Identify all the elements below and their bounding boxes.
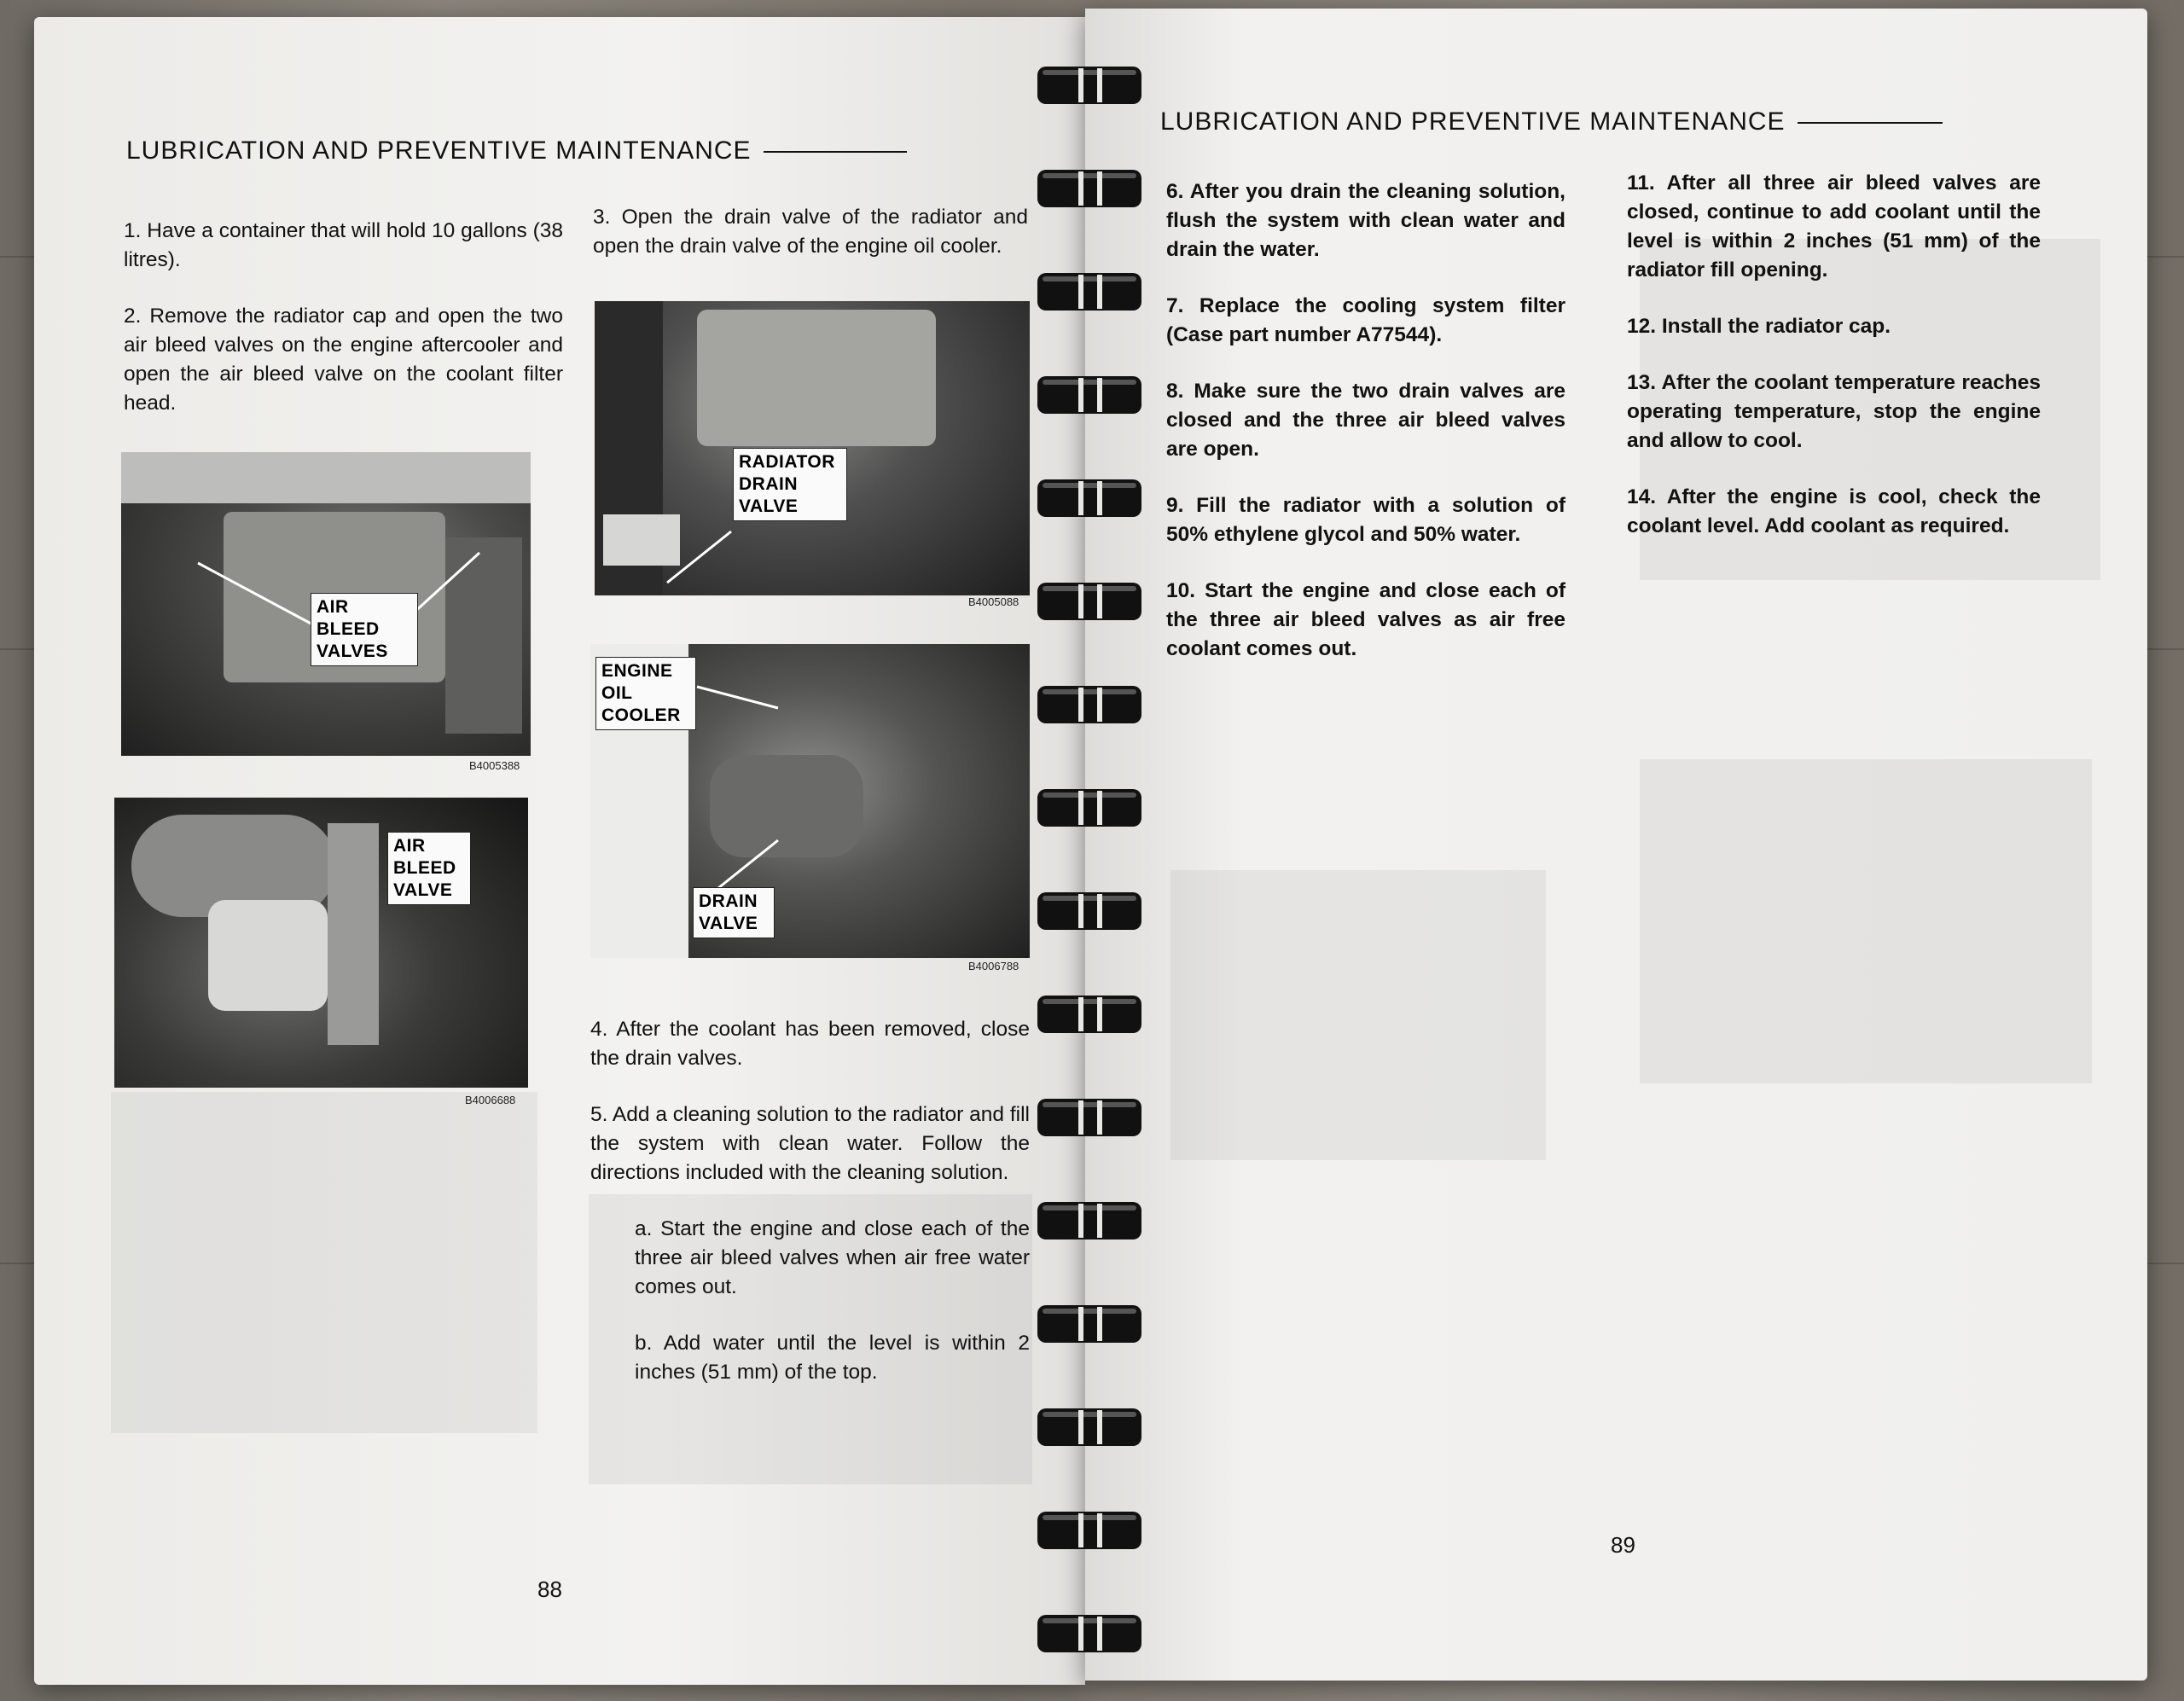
step-5a: a. Start the engine and close each of the three air bleed valves when air free water comes out. — [635, 1217, 1030, 1298]
step-10: 10. Start the engine and close each of the three air bleed valves as air free coolant comes out. — [1166, 579, 1565, 660]
show-through — [111, 1092, 537, 1433]
step-8: 8. Make sure the two drain valves are closed and the three air bleed valves are open. — [1166, 380, 1565, 461]
step-4: 4. After the coolant has been removed, close the drain valves. — [590, 1018, 1030, 1070]
binding-coil — [1034, 1606, 1145, 1659]
left-column-2 — [593, 203, 1028, 288]
page-number: 89 — [1611, 1532, 1635, 1558]
left-column-2-lower — [590, 1015, 1030, 1414]
photo-radiator-drain-valve — [595, 301, 1030, 595]
binding-coil — [1034, 58, 1145, 111]
right-page — [1085, 9, 2147, 1681]
photo-air-bleed-valve — [114, 798, 528, 1088]
right-column-2 — [1627, 169, 2041, 568]
binding-coil — [1034, 1400, 1145, 1453]
show-through — [1170, 870, 1546, 1160]
photo-air-bleed-valves — [121, 452, 531, 756]
page-header: LUBRICATION AND PREVENTIVE MAINTENANCE — [126, 136, 907, 165]
step-3: 3. Open the drain valve of the radiator and open the drain valve of the engine oil cooler. — [593, 206, 1028, 258]
binding-coil — [1034, 884, 1145, 937]
binding-coil — [1034, 471, 1145, 524]
figure-label: RADIATOR DRAIN VALVE — [733, 448, 847, 521]
binding-coil — [1034, 1503, 1145, 1556]
right-column-1 — [1166, 177, 1565, 691]
figure-code: B4006688 — [465, 1094, 516, 1106]
figure-label: AIR BLEED VALVE — [387, 832, 471, 905]
figure-label-drain-valve: DRAIN VALVE — [693, 887, 775, 938]
left-page — [34, 17, 1085, 1685]
binding-coil — [1034, 987, 1145, 1040]
step-13: 13. After the coolant temperature reaches operating temperature, stop the engine and allow to cool. — [1627, 371, 2041, 452]
binding-coil — [1034, 1090, 1145, 1143]
figure-code: B4005388 — [469, 759, 520, 772]
show-through — [1640, 759, 2092, 1083]
binding-coil — [1034, 264, 1145, 317]
step-6: 6. After you drain the cleaning solution, flush the system with clean water and drain the water. — [1166, 180, 1565, 261]
figure-label-engine-oil-cooler: ENGINE OIL COOLER — [595, 657, 696, 730]
step-5: 5. Add a cleaning solution to the radiator and fill the system with clean water. Follow the directions included with the cleaning solution. — [590, 1103, 1030, 1184]
step-14: 14. After the engine is cool, check the coolant level. Add coolant as required. — [1627, 485, 2041, 537]
page-number: 88 — [537, 1576, 562, 1602]
binding-coil — [1034, 161, 1145, 214]
binding-coil — [1034, 368, 1145, 421]
step-9: 9. Fill the radiator with a solution of 50% ethylene glycol and 50% water. — [1166, 494, 1565, 546]
step-2: 2. Remove the radiator cap and open the two air bleed valves on the engine aftercooler and open the air bleed valve on the coolant filter head. — [124, 305, 563, 415]
binding-coil — [1034, 677, 1145, 730]
photo-engine-oil-cooler — [590, 644, 1030, 958]
binding-coil — [1034, 1297, 1145, 1350]
step-11: 11. After all three air bleed valves are closed, continue to add coolant until the level is within 2 inches (51 mm) of the radiator fill opening. — [1627, 171, 2041, 282]
page-header: LUBRICATION AND PREVENTIVE MAINTENANCE — [1160, 107, 1943, 136]
step-7: 7. Replace the cooling system filter (Case part number A77544). — [1166, 294, 1565, 346]
left-column-1 — [124, 217, 563, 445]
binding-coil — [1034, 1193, 1145, 1246]
binding-coil — [1034, 781, 1145, 833]
binding-coil — [1034, 574, 1145, 627]
step-1: 1. Have a container that will hold 10 gallons (38 litres). — [124, 219, 563, 271]
step-5b: b. Add water until the level is within 2 inches (51 mm) of the top. — [635, 1332, 1030, 1384]
figure-code: B4006788 — [968, 960, 1019, 972]
figure-code: B4005088 — [968, 595, 1019, 608]
step-12: 12. Install the radiator cap. — [1627, 315, 1891, 338]
figure-label: AIR BLEED VALVES — [311, 593, 418, 666]
